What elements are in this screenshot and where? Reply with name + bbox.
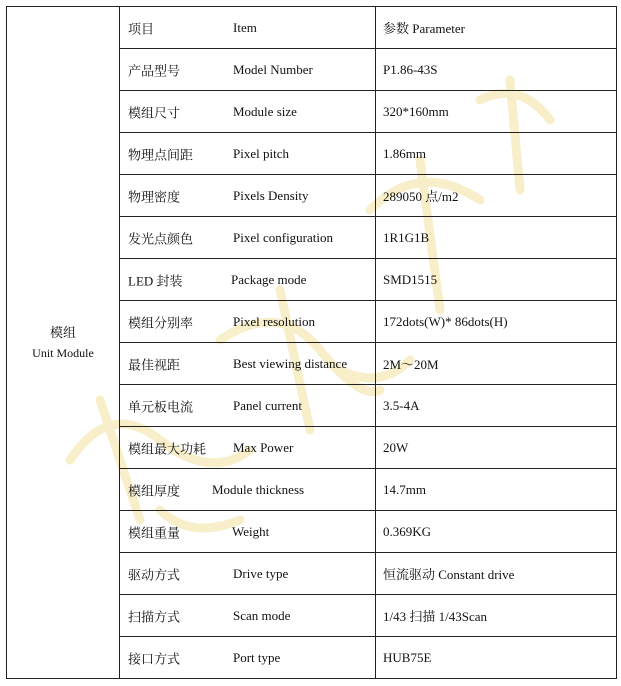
item-cell <box>120 217 376 259</box>
item-cell <box>120 91 376 133</box>
item-cell <box>120 385 376 427</box>
item-cell <box>120 553 376 595</box>
item-cell <box>120 427 376 469</box>
group-label-zh: 模组 <box>49 324 76 340</box>
item-label-en: Scan mode <box>233 607 291 623</box>
param-value: 320*160mm <box>376 91 617 133</box>
item-label-en: Drive type <box>233 565 289 581</box>
item-label-en: Model Number <box>233 61 313 77</box>
item-label-en: Port type <box>233 649 281 665</box>
item-label-zh: 模组分别率 <box>128 315 194 330</box>
item-label-zh: 模组最大功耗 <box>128 441 207 456</box>
item-label-zh: 最佳视距 <box>128 357 181 372</box>
group-cell <box>7 7 120 679</box>
item-cell <box>120 343 376 385</box>
param-value: 20W <box>376 427 617 469</box>
item-label-zh: 扫描方式 <box>128 609 181 624</box>
item-label-en: Pixel pitch <box>233 145 289 161</box>
item-label-en: Best viewing distance <box>233 355 348 371</box>
item-label-zh: 物理点间距 <box>128 147 194 162</box>
item-cell <box>120 259 376 301</box>
item-label-zh: LED 封装 <box>128 273 183 288</box>
header-row <box>7 7 617 49</box>
param-value: 1.86mm <box>376 133 617 175</box>
param-value: P1.86-43S <box>376 49 617 91</box>
item-cell <box>120 49 376 91</box>
spec-table <box>6 6 617 679</box>
item-cell <box>120 133 376 175</box>
item-label-zh: 物理密度 <box>128 189 181 204</box>
param-value: 0.369KG <box>376 511 617 553</box>
param-value: SMD1515 <box>376 259 617 301</box>
item-label-zh: 产品型号 <box>128 63 181 78</box>
item-label-en: Pixels Density <box>233 187 309 203</box>
item-label-en: Max Power <box>233 439 294 455</box>
param-value: 2M～20M <box>376 343 617 385</box>
param-value: 3.5-4A <box>376 385 617 427</box>
item-label-en: Pixel configuration <box>233 229 334 245</box>
header-param-cell: 参数 Parameter <box>376 7 617 49</box>
item-label-en: Pixel resolution <box>233 313 315 329</box>
param-value: 恒流驱动 Constant drive <box>376 553 617 595</box>
param-value: 172dots(W)* 86dots(H) <box>376 301 617 343</box>
param-value: 14.7mm <box>376 469 617 511</box>
item-label-en: Module size <box>233 103 297 119</box>
param-value: HUB75E <box>376 637 617 679</box>
item-cell <box>120 595 376 637</box>
group-label-en: Unit Module <box>32 345 94 360</box>
item-cell <box>120 469 376 511</box>
item-label-zh: 驱动方式 <box>128 567 181 582</box>
item-label-en: Module thickness <box>212 481 305 497</box>
item-label-en: Weight <box>232 523 270 539</box>
param-value: 1/43 扫描 1/43Scan <box>376 595 617 637</box>
item-cell <box>120 637 376 679</box>
param-value: 289050 点/m2 <box>376 175 617 217</box>
header-item-zh: 项目 <box>128 21 155 36</box>
item-label-en: Panel current <box>233 397 302 413</box>
item-label-en: Package mode <box>231 271 307 287</box>
item-label-zh: 单元板电流 <box>128 399 194 414</box>
item-label-zh: 发光点颜色 <box>128 231 194 246</box>
item-cell <box>120 511 376 553</box>
param-value: 1R1G1B <box>376 217 617 259</box>
header-item-cell <box>120 7 376 49</box>
item-label-zh: 模组厚度 <box>128 483 181 498</box>
header-item-en: Item <box>233 19 257 35</box>
item-cell <box>120 175 376 217</box>
item-cell <box>120 301 376 343</box>
item-label-zh: 模组重量 <box>128 525 181 540</box>
item-label-zh: 模组尺寸 <box>128 105 181 120</box>
item-label-zh: 接口方式 <box>128 651 181 666</box>
